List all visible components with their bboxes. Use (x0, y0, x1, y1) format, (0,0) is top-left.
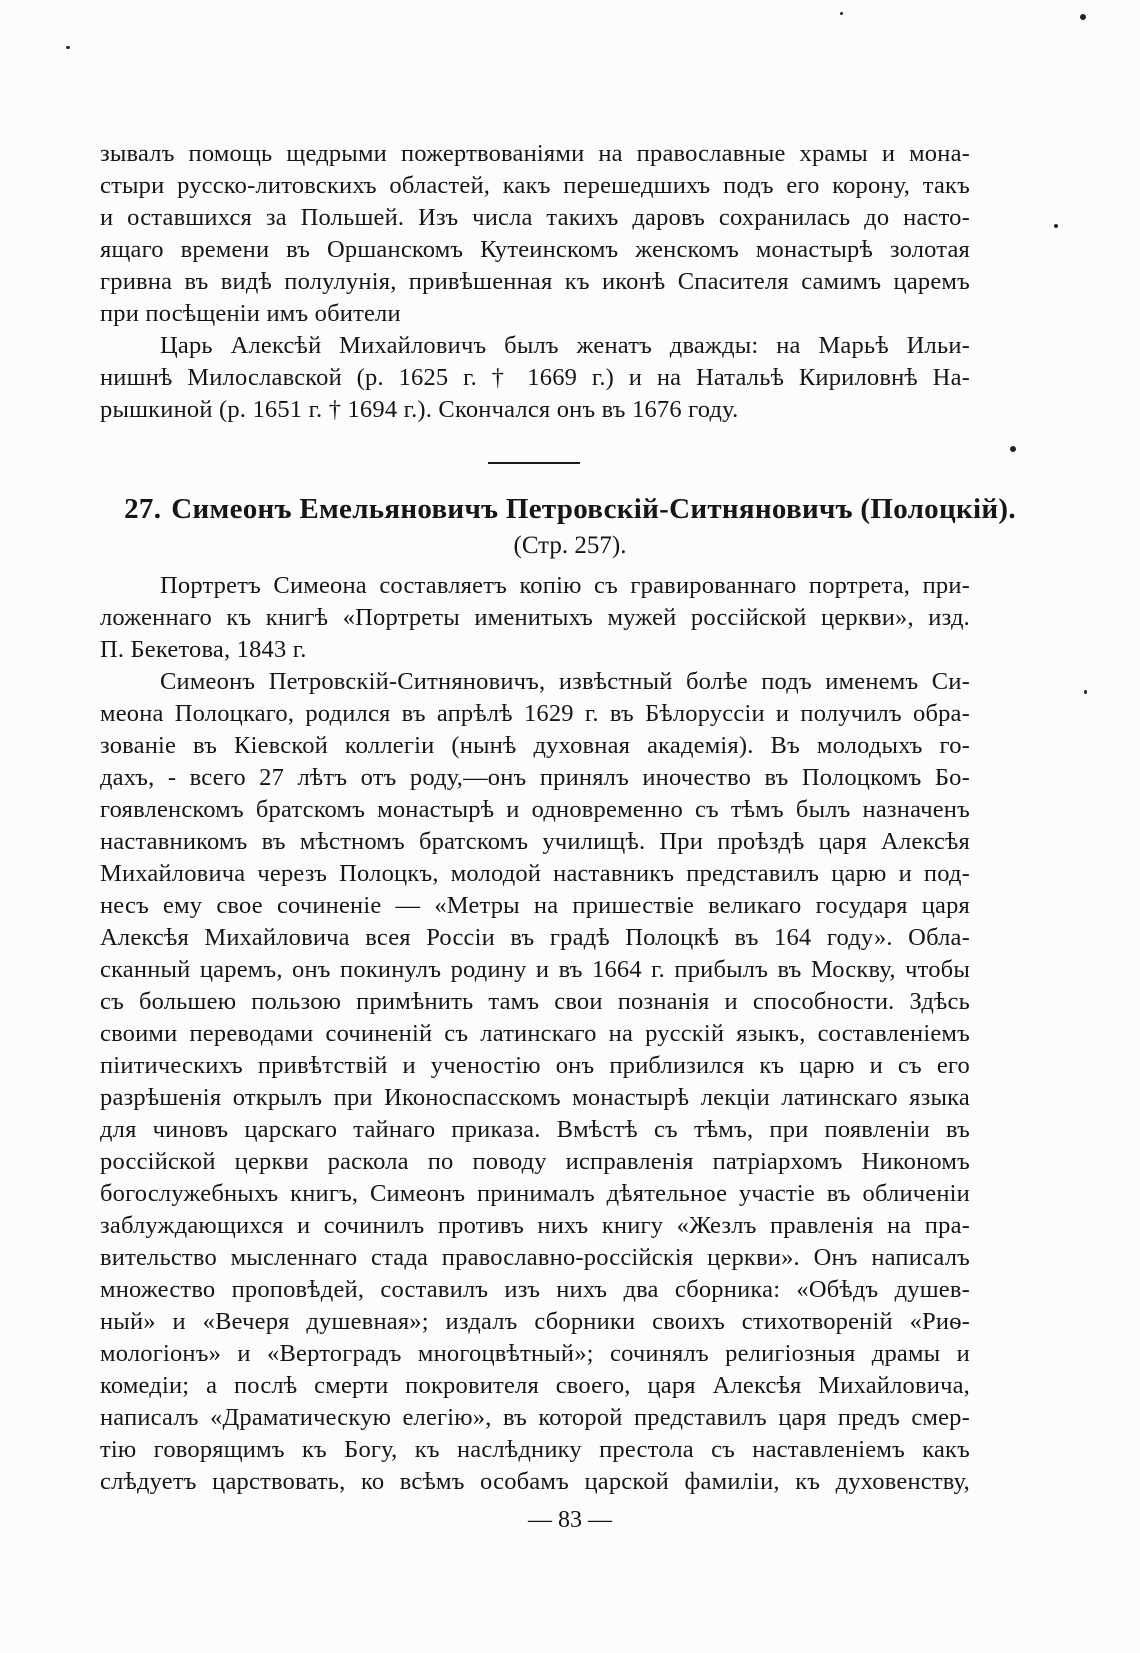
text-line: меона Полоцкаго, родился въ апрѣлѣ 1629 г. въ Бѣлоруссіи и получилъ обра- (100, 700, 970, 727)
text-line: ящаго времени въ Оршанскомъ Кутеинскомъ женскомъ монастырѣ золотая (100, 236, 970, 263)
text-line: Портретъ Симеона составляетъ копію съ гравированнаго портрета, при- (160, 572, 970, 599)
text-line: написалъ «Драматическую елегію», въ которой представилъ царя предъ смер- (100, 1404, 970, 1431)
text-line: заблуждающихся и сочинилъ противъ нихъ книгу «Жезлъ правленія на пра- (100, 1212, 970, 1239)
text-line: и оставшихся за Польшей. Изъ числа такихъ даровъ сохранилась до насто- (100, 204, 970, 231)
text-line: дахъ, - всего 27 лѣтъ отъ роду,—онъ принялъ иночество въ Полоцкомъ Бо- (100, 764, 970, 791)
text-line: нишнѣ Милославской (р. 1625 г. † 1669 г.) и на Натальѣ Кириловнѣ На- (100, 364, 970, 391)
text-line: Алексѣя Михайловича всея Россіи въ градѣ Полоцкѣ въ 164 году». Обла- (100, 924, 970, 951)
section-heading (0, 492, 1140, 526)
text-line: Царь Алексѣй Михайловичъ былъ женатъ дважды: на Марьѣ Ильи- (160, 332, 970, 359)
text-line: комедіи; а послѣ смерти покровителя своего, царя Алексѣя Михайловича, (100, 1372, 970, 1399)
section-divider (488, 462, 580, 464)
text-line: мологіонъ» и «Вертоградъ многоцвѣтный»; сочинялъ религіозныя драмы и (100, 1340, 970, 1367)
scan-speck (1084, 690, 1087, 694)
text-line: разрѣшенія открылъ при Иконоспасскомъ монастырѣ лекціи латинскаго языка (100, 1084, 970, 1111)
scan-speck (66, 46, 70, 49)
page-number: — 83 — (528, 1507, 612, 1533)
text-line: гоявленскомъ братскомъ монастырѣ и одновременно съ тѣмъ былъ назначенъ (100, 796, 970, 823)
text-line: несъ ему свое сочиненіе — «Метры на пришествіе великаго государя царя (100, 892, 970, 919)
section-number: 27. (124, 493, 162, 525)
scan-speck (1080, 14, 1086, 20)
text-line: Симеонъ Петровскій-Ситняновичъ, извѣстный болѣе подъ именемъ Си- (160, 668, 970, 695)
text-line: для чиновъ царскаго тайнаго приказа. Вмѣстѣ съ тѣмъ, при появленіи въ (100, 1116, 970, 1143)
scan-speck (1054, 224, 1058, 228)
text-line: сканный царемъ, онъ покинулъ родину и въ 1664 г. прибылъ въ Москву, чтобы (100, 956, 970, 983)
text-line: тію говорящимъ къ Богу, къ наслѣднику престола съ наставленіемъ какъ (100, 1436, 970, 1463)
text-line: стыри русско-литовскихъ областей, какъ перешедшихъ подъ его корону, такъ (100, 172, 970, 199)
scan-speck (840, 12, 843, 15)
section-page-ref: (Стр. 257). (513, 532, 627, 559)
text-line: множество проповѣдей, составилъ изъ нихъ два сборника: «Обѣдъ душев- (100, 1276, 970, 1303)
text-line: ный» и «Вечеря душевная»; издалъ сборники своихъ стихотвореній «Риѳ- (100, 1308, 970, 1335)
scan-speck (1010, 446, 1016, 452)
text-line: піитическихъ привѣтствій и ученостію онъ приблизился къ царю и съ его (100, 1052, 970, 1079)
text-line: при посѣщеніи имъ обители (100, 300, 401, 327)
text-line: слѣдуетъ царствовать, ко всѣмъ особамъ царской фамиліи, къ духовенству, (100, 1468, 970, 1495)
text-line: наставникомъ въ мѣстномъ братскомъ училищѣ. При проѣздѣ царя Алексѣя (100, 828, 970, 855)
text-line: рышкиной (р. 1651 г. † 1694 г.). Скончался онъ въ 1676 году. (100, 396, 739, 423)
text-line: вительство мысленнаго стада православно-россійскія церкви». Онъ написалъ (100, 1244, 970, 1271)
text-line: П. Бекетова, 1843 г. (100, 636, 307, 663)
text-line: богослужебныхъ книгъ, Симеонъ принималъ дѣятельное участіе въ обличеніи (100, 1180, 970, 1207)
text-line: Михайловича черезъ Полоцкъ, молодой наставникъ представилъ царю и под- (100, 860, 970, 887)
section-title: Симеонъ Емельяновичъ Петровскій-Ситняновичъ (Полоцкій). (171, 493, 1016, 525)
text-line: зованіе въ Кіевской коллегіи (нынѣ духовная академія). Въ молодыхъ го- (100, 732, 970, 759)
text-line: зывалъ помощь щедрыми пожертвованіями на православные храмы и мона- (100, 140, 970, 167)
text-line: гривна въ видѣ полулунія, привѣшенная къ иконѣ Спасителя самимъ царемъ (100, 268, 970, 295)
text-line: съ большею пользою примѣнить тамъ свои познанія и способности. Здѣсь (100, 988, 970, 1015)
text-line: россійской церкви раскола по поводу исправленія патріархомъ Никономъ (100, 1148, 970, 1175)
text-line: своими переводами сочиненій съ латинскаго на русскій языкъ, составленіемъ (100, 1020, 970, 1047)
text-line: ложеннаго къ книгѣ «Портреты именитыхъ мужей россійской церкви», изд. (100, 604, 970, 631)
